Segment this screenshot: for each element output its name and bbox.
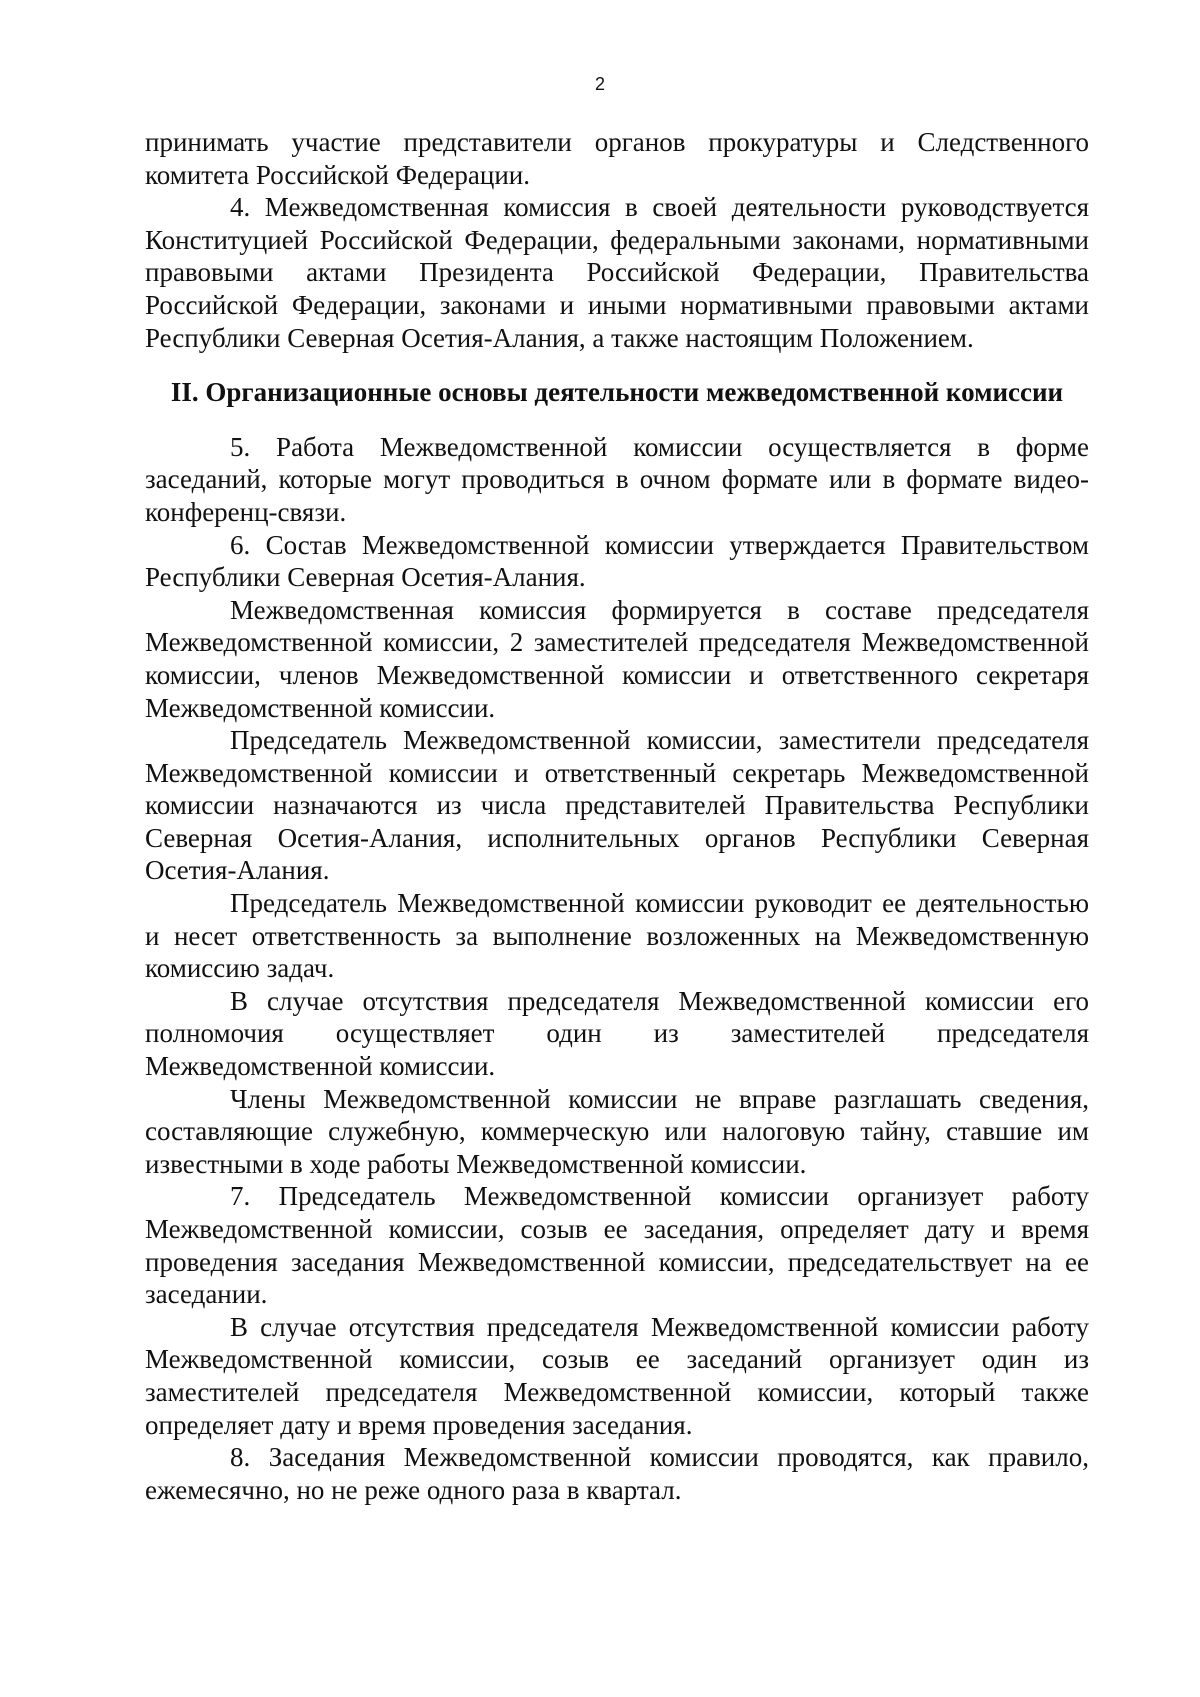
paragraph-item-8: 8. Заседания Межведомственной комиссии проводятся, как правило, ежемесячно, но не реже одного раза в квартал. <box>145 1442 1089 1505</box>
paragraph-meeting-organization: В случае отсутствия председателя Межведомственной комиссии работу Межведомственной комиссии, созыв ее заседаний организует один из заместителей председателя Межведомственной комиссии, который также определяет дату и время проведения заседания. <box>145 1311 1089 1440</box>
paragraph-chairman-absence: В случае отсутствия председателя Межведомственной комиссии его полномочия осуществляет один из заместителей председателя Межведомственной комиссии. <box>145 985 1089 1082</box>
paragraph-chairman-role: Председатель Межведомственной комиссии руководит ее деятельностью и несет ответственность за выполнение возложенных на Межведомственную комиссию задач. <box>145 888 1089 984</box>
paragraph-item-4: 4. Межведомственная комиссия в своей деятельности руководствуется Конституцией Российской Федерации, федеральными законами, нормативными правовыми актами Президента Российской Федерации, Правительства Российской Федерации, законами и иными нормативными правовыми актами Республики Северная Осетия-Алания, а также настоящим Положением. <box>145 192 1089 353</box>
page-number: 2 <box>594 74 605 94</box>
paragraph-composition: Межведомственная комиссия формируется в составе председателя Межведомственной комиссии, 2 заместителей председателя Межведомственной комиссии, членов Межведомственной комиссии и ответственного секретаря Межведомственной комиссии. <box>145 594 1089 723</box>
paragraph-appointment: Председатель Межведомственной комиссии, заместители председателя Межведомственной комиссии и ответственный секретарь Межведомственной комиссии назначаются из числа представителей Правительства Республики Северная Осетия-Алания, исполнительных органов Республики Северная Осетия-Алания. <box>145 725 1089 886</box>
paragraph-item-6: 6. Состав Межведомственной комиссии утверждается Правительством Республики Северная Осетия-Алания. <box>145 529 1089 593</box>
section-heading: II. Организационные основы деятельности межведомственной комиссии <box>170 377 1064 408</box>
paragraph-item-7: 7. Председатель Межведомственной комиссии организует работу Межведомственной комиссии, созыв ее заседания, определяет дату и время проведения заседания Межведомственной комиссии, председательствует на ее заседании. <box>145 1181 1089 1310</box>
paragraph-confidentiality: Члены Межведомственной комиссии не вправе разглашать сведения, составляющие служебную, коммерческую или налоговую тайну, ставшие им известными в ходе работы Межведомственной комиссии. <box>145 1083 1089 1179</box>
paragraph-item-5: 5. Работа Межведомственной комиссии осуществляется в форме заседаний, которые могут проводиться в очном формате или в формате видео-конференц-связи. <box>145 431 1089 527</box>
paragraph-continuation: принимать участие представители органов прокуратуры и Следственного комитета Российской Федерации. <box>145 127 1089 190</box>
document-body <box>145 126 1089 1506</box>
